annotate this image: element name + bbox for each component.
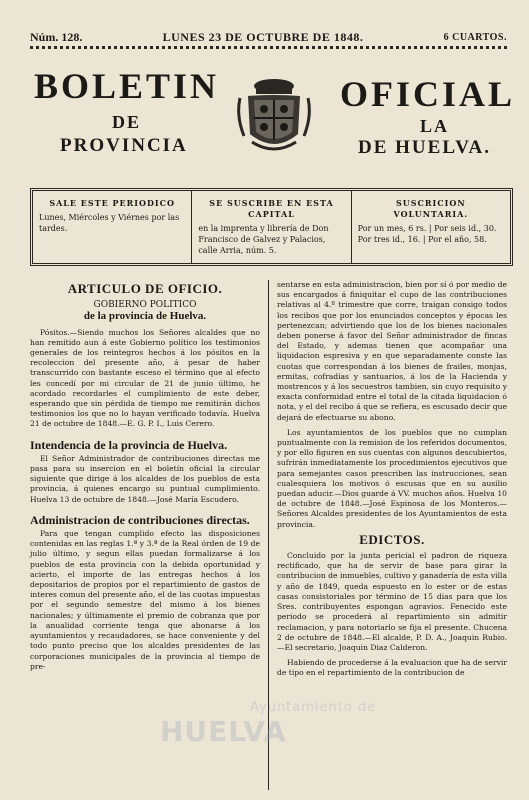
subscription-prices [352, 191, 510, 263]
gobierno-subtitle: de la provincia de Huelva. [83, 310, 207, 323]
subscription-box [30, 188, 513, 266]
issue-date: LUNES 23 DE OCTUBRE DE 1848. [162, 29, 364, 44]
gobierno-title: GOBIERNO POLITICO [93, 300, 197, 311]
watermark-main: HUELVA [160, 715, 287, 748]
publication-days-title: SALE ESTE PERIODICO [49, 198, 176, 208]
archive-watermark [160, 700, 376, 748]
publication-days-text: Lunes, Miércoles y Viérnes por las tardes. [39, 213, 180, 233]
article-administracion: Para que tengan cumplido efecto las disposiciones contenidas en las reglas 1.ª y 3.ª de la Real órden de 19 de julio último, y segun ellas puedan formalizarse á los pueblos de esta provincia con la debida oportunidad y acierto, el importe de las entregas hechos á los depositarios de propios por el repartimiento de gastos de interes comun del presente año, el de las cuotas impuestas por el segundo semestre del mismo á los bienes nacionales; y últimamente el premio de cobranza que por la anualidad corriente tenga que abonarse á los ayuntamientos y recaudadores, se hace conveniente y del todo punto preciso que los alcaldes presidentes de las corporaciones municipales de la provincia al tiempo de pre- [30, 529, 260, 671]
subscription-place-title: SE SUSCRIBE EN ESTA CAPITAL [209, 198, 334, 219]
subscription-prices-title: SUSCRICION VOLUNTARIA. [393, 198, 469, 219]
coat-of-arms-icon [234, 76, 314, 156]
article-intendencia: El Señor Administrador de contribuciones directas me pasa para su insercion en el boletín oficial la circular siguiente que dirige á los alcaldes de los pueblos de esta provincia, á quienes encargo su puntual cumplimiento. Huelva 13 de octubre de 1848.—José María Escudero. [30, 453, 260, 504]
edictos-heading: EDICTOS. [359, 531, 425, 547]
subscription-place-text: en la imprenta y librería de Don Francisco de Galvez y Palacios, calle Arria, núm. 5. [198, 224, 329, 255]
watermark-top: Ayuntamiento de [250, 700, 377, 715]
administracion-heading: Administracion de contribuciones directas. [30, 512, 250, 527]
masthead-oficial: OFICIAL [340, 74, 516, 114]
masthead-de: DE [112, 112, 142, 132]
section-heading: ARTICULO DE OFICIO. [67, 281, 223, 296]
edict-evaluacion: Habiendo de procederse á la evaluacion que ha de servir de tipo en el repartimiento de la contribucion de [277, 658, 507, 678]
masthead-la: LA [420, 116, 450, 136]
masthead-huelva: DE HUELVA. [358, 137, 491, 158]
article-continuation: sentarse en esta administracion, bien por sí ó por medio de sus encargados á finiquitar el cupo de las contribuciones relativas al 4.º trimestre que corre, traigan consigo todos los recibos que por los enunciados conceptos y épocas les pertenezcan; advirtiendo que los de los bienes nacionales deben ponerse á favor del Señor administrador de fincas del Estado, y ademas tienen que acompañar una liquidacion espresiva y en que separadamente conste las cuotas que correspondan á los bienes de frailes, monjas, ermitas, cofradías y santuarios, á los de la Hacienda y mostrencos y á los secuestros tambien, sin cuyo requisito y exacta conformidad entre el total de la citada liquidacion ó nota, y el del recibo á que se refiera, es escusado decir que dejará de efectuarse su abono. [277, 280, 507, 422]
article-ayuntamientos: Los ayuntamientos de los pueblos que no cumplan puntualmente con la remision de los referidos documentos, y por ello figuren en sus cuentas con algunos descubiertos, sufrirán inmediatamente los procedimientos ejecutivos que para semejantes casos prescriben las instrucciones, sean cualesquiera los motivos ó escusas que en su ausilio puedan aducir.—Dios guarde á VV. muchos años. Huelva 10 de octubre de 1848.—José Espinosa de los Monteros.—Señores Alcaldes presidentes de los Ayuntamientos de esta provincia. [277, 427, 507, 529]
edict-chucena: Concluido por la junta pericial el padron de riqueza rectificado, que ha de servir de base para girar la contribucion de inmuebles, cultivo y ganadería de esta villa y año de 1849, queda espuesto en lo ester or de estas casas consistoriales por término de 15 dias para que los Sres. contribuyentes espongan agravios. Fenecido este periodo se procederá al repartimiento sin admitir reclamacion, y para notoriarlo se fija el presente. Chucena 2 de octubre de 1848.—El alcalde, P. D. A., Joaquin Rubio.—El secretario, Joaquin Diaz Calderon. [277, 551, 507, 652]
masthead-provincia: PROVINCIA [60, 135, 188, 156]
header-line [30, 30, 507, 49]
subscription-place [192, 191, 351, 263]
subscription-prices-text: Por un mes, 6 rs. | Por seis id., 30. Por tres id., 16. | Por el año, 58. [357, 224, 497, 244]
issue-price: 6 CUARTOS. [443, 31, 507, 43]
masthead-boletin: BOLETIN [34, 66, 220, 106]
masthead [34, 66, 516, 168]
article-positos: Pósitos.—Siendo muchos los Señores alcaldes que no han remitido aun á este Gobierno político los testimonios generales de los reintegros hechos á los pósitos en la recoleccion del presente año, á pesar de haber transcurrido con bastante esceso el término que al efecto les concedí por mi circular de 21 de junio último, he acordado recordarles el cumplimiento de este deber, esperando que sin pérdida de tiempo me remitirán dichos testimonios los que no lo hayan verificado todavía. Huelva 21 de octubre de 1848.—E. G. P. I., Luis Cerero. [30, 327, 260, 429]
publication-days [33, 191, 192, 263]
intendencia-heading: Intendencia de la provincia de Huelva. [30, 437, 228, 452]
issue-number: Núm. 128. [30, 29, 83, 44]
